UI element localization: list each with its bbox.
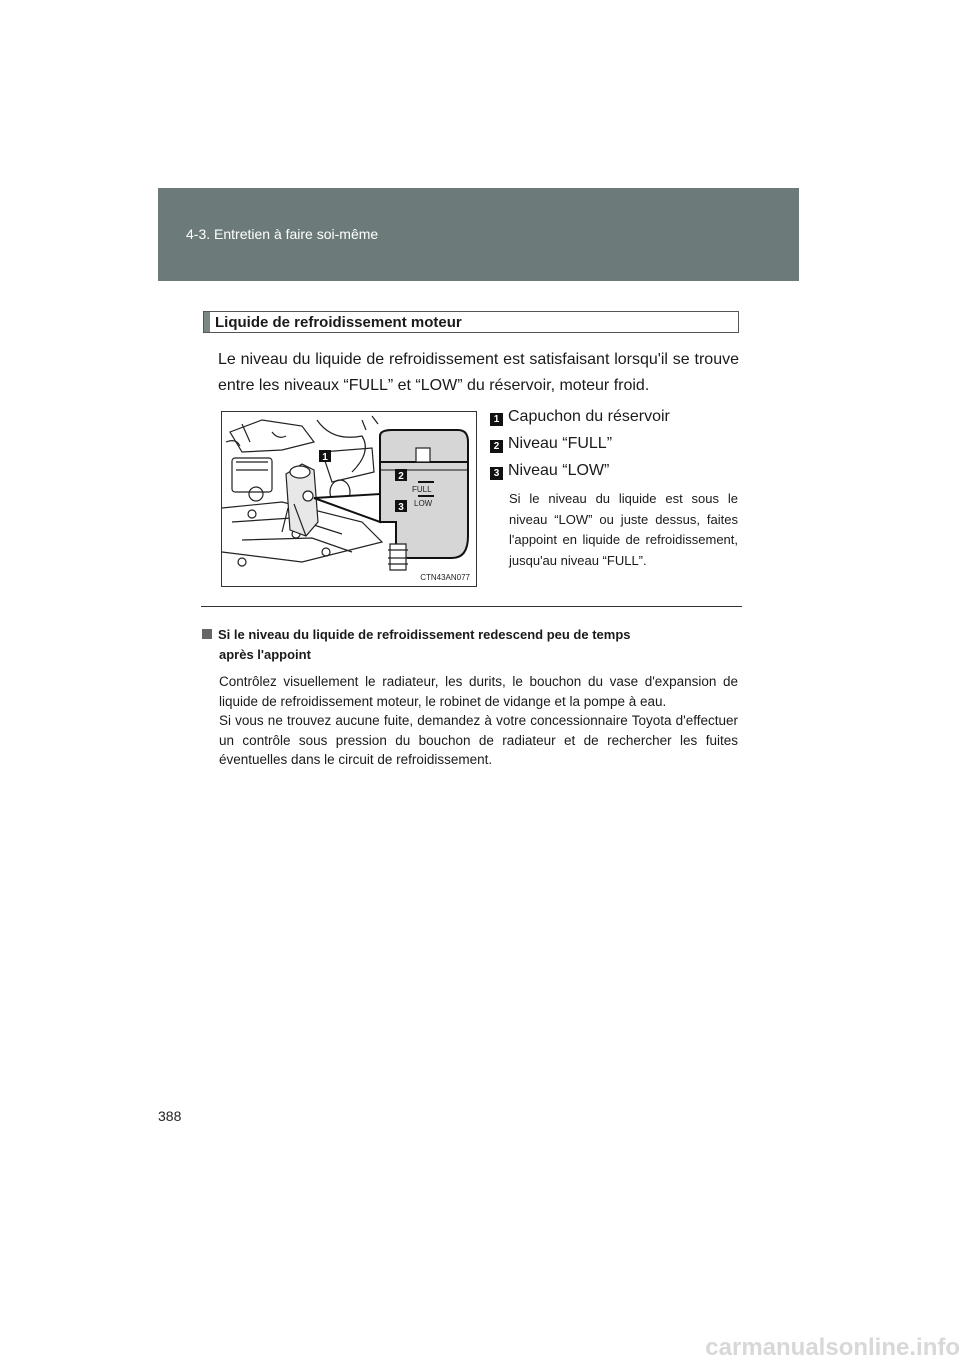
callout-item — [490, 434, 740, 458]
divider — [201, 606, 742, 607]
callout-number-3: 3 — [490, 467, 503, 480]
figure-badge-3: 3 — [398, 502, 404, 513]
square-bullet-icon — [202, 629, 212, 639]
intro-paragraph: Le niveau du liquide de refroidissement est satisfaisant lorsqu'il se trouve entre les niveaux “FULL” et “LOW” du réservoir, moteur froid. — [218, 351, 739, 394]
body-paragraph-2: Si vous ne trouvez aucune fuite, demandez à votre concessionnaire Toyota d'effectuer un contrôle sous pression du bouchon de radiateur et de rechercher les fuites éventuelles dans le circuit de refroidissement. — [219, 713, 738, 767]
callout-item — [490, 407, 740, 431]
watermark-band — [0, 1334, 960, 1361]
subsection-body — [219, 672, 738, 770]
header-band — [158, 188, 799, 281]
low-level-mark: LOW — [414, 499, 433, 508]
section-title-accent — [204, 312, 210, 332]
figure-badge-2: 2 — [398, 471, 404, 482]
body-paragraph-1: Contrôlez visuellement le radiateur, les durits, le bouchon du vase d'expansion de liquide de refroidissement moteur, le robinet de vidange et la pompe à eau. — [219, 674, 738, 709]
callout-item — [490, 461, 740, 485]
subsection-heading-line2: après l'appoint — [219, 647, 311, 662]
callout-label-full: Niveau “FULL” — [508, 435, 613, 452]
figure-badge-1: 1 — [322, 452, 328, 463]
callout-number-1: 1 — [490, 413, 503, 426]
full-level-mark: FULL — [412, 485, 432, 494]
section-title: Liquide de refroidissement moteur — [215, 314, 462, 331]
callout-label-low: Niveau “LOW” — [508, 462, 610, 479]
callout-number-2: 2 — [490, 440, 503, 453]
callout-list — [490, 407, 740, 488]
figure-code: CTN43AN077 — [420, 573, 470, 582]
subsection-heading — [202, 625, 738, 665]
subsection-heading-line1: Si le niveau du liquide de refroidissement redescend peu de temps — [218, 627, 631, 642]
section-breadcrumb: 4-3. Entretien à faire soi-même — [186, 226, 379, 242]
refill-note: Si le niveau du liquide est sous le niveau “LOW” ou juste dessus, faites l'appoint en liquide de refroidissement, jusqu'au niveau “FULL”. — [509, 491, 738, 568]
callout-label-cap: Capuchon du réservoir — [508, 408, 670, 425]
watermark-text: carmanualsonline.info — [705, 1334, 960, 1361]
page-number: 388 — [158, 1108, 182, 1124]
engine-bay-drawing — [222, 412, 476, 586]
section-title-box — [203, 311, 739, 333]
coolant-reservoir-illustration — [221, 411, 477, 587]
